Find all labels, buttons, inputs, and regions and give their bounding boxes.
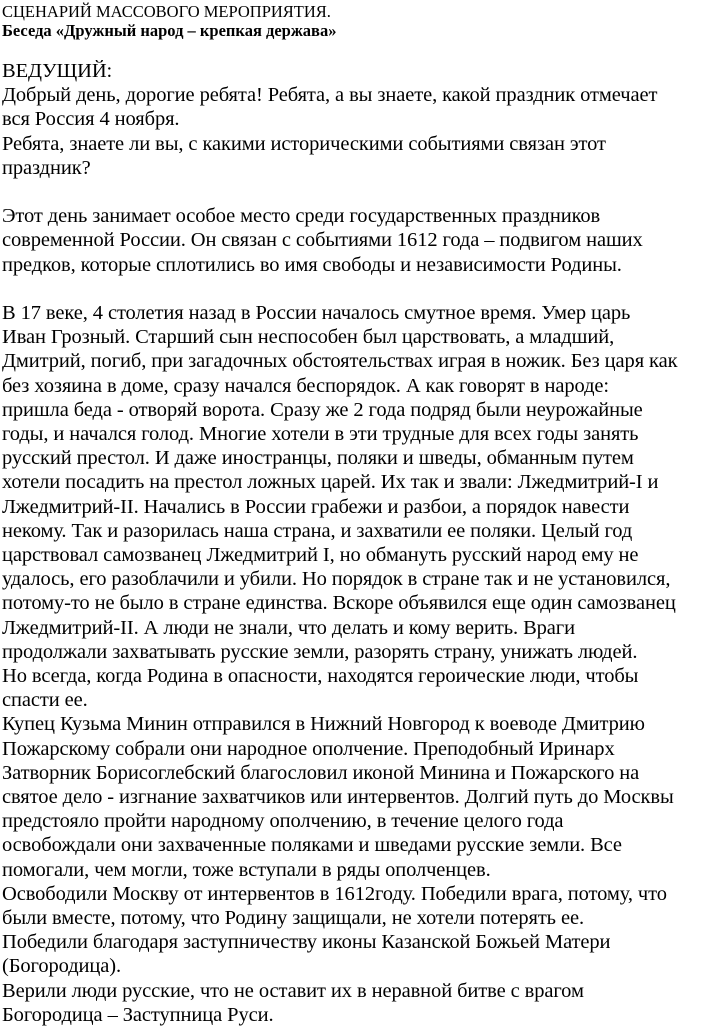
text-line: Иван Грозный. Старший сын неспособен был царствовать, а младший, xyxy=(2,326,615,349)
text-line: современной России. Он связан с событиями 1612 года – подвигом наших xyxy=(2,229,643,252)
text-line: хотели посадить на престол ложных царей. Их так и звали: Лжедмитрий-I и xyxy=(2,471,659,494)
text-line: Верили люди русские, что не оставит их в неравной битве с врагом xyxy=(2,979,584,1002)
text-line: Ребята, знаете ли вы, с какими историческими событиями связан этот xyxy=(2,132,606,155)
text-line: освобождали они захваченные поляками и шведами русские земли. Все xyxy=(2,834,622,857)
paragraph xyxy=(2,301,702,1027)
text-line: Добрый день, дорогие ребята! Ребята, а вы знаете, какой праздник отмечает xyxy=(2,84,658,107)
text-line: потому-то не было в стране единства. Вскоре объявился еще один самозванец xyxy=(2,592,676,615)
text-line: Но всегда, когда Родина в опасности, находятся героические люди, чтобы xyxy=(2,665,639,688)
text-line: русский престол. И даже иностранцы, поляки и шведы, обманным путем xyxy=(2,447,634,470)
text-line: Купец Кузьма Минин отправился в Нижний Новгород к воеводе Дмитрию xyxy=(2,713,645,736)
speaker-label: ВЕДУЩИЙ: xyxy=(2,60,113,82)
text-line: годы, и начался голод. Многие хотели в эти трудные для всех годы занять xyxy=(2,423,639,446)
text-line: Лжедмитрий-II. Начались в России грабежи и разбои, а порядок навести xyxy=(2,495,630,518)
text-line: продолжали захватывать русские земли, разорять страну, унижать людей. xyxy=(2,640,638,663)
text-line: предстояло пройти народному ополчению, в течение целого года xyxy=(2,810,564,833)
text-line: Затворник Борисоглебский благословил иконой Минина и Пожарского на xyxy=(2,761,640,784)
text-line: Победили благодаря заступничеству иконы Казанской Божьей Матери xyxy=(2,931,611,954)
document-body xyxy=(2,83,702,1027)
text-line: Богородица – Заступница Руси. xyxy=(2,1003,274,1026)
document-title: СЦЕНАРИЙ МАССОВОГО МЕРОПРИЯТИЯ. xyxy=(2,2,331,21)
paragraph-gap xyxy=(2,180,702,204)
text-line: без хозяина в доме, сразу начался беспорядок. А как говорят в народе: xyxy=(2,374,609,397)
text-line: были вместе, потому, что Родину защищали, не хотели потерять ее. xyxy=(2,907,584,930)
text-line: праздник? xyxy=(2,156,91,179)
paragraph xyxy=(2,83,702,180)
paragraph-gap xyxy=(2,277,702,301)
text-line: царствовал самозванец Лжедмитрий I, но обмануть русский народ ему не xyxy=(2,544,639,567)
text-line: Лжедмитрий-II. А люди не знали, что делать и кому верить. Враги xyxy=(2,616,575,639)
text-line: (Богородица). xyxy=(2,955,122,978)
text-line: Пожарскому собрали они народное ополчение. Преподобный Иринарх xyxy=(2,737,615,760)
text-line: помогали, чем могли, тоже вступали в ряды ополченцев. xyxy=(2,858,491,881)
text-line: Дмитрий, погиб, при загадочных обстоятельствах играя в ножик. Без царя как xyxy=(2,350,678,373)
text-line: некому. Так и разорилась наша страна, и захватили ее поляки. Целый год xyxy=(2,519,633,542)
text-line: В 17 веке, 4 столетия назад в России началось смутное время. Умер царь xyxy=(2,302,631,324)
paragraph xyxy=(2,204,702,277)
document-subtitle: Беседа «Дружный народ – крепкая держава» xyxy=(2,21,337,40)
text-line: Освободили Москву от интервентов в 1612году. Победили врага, потому, что xyxy=(2,882,667,905)
document-page xyxy=(2,0,702,1027)
text-line: спасти ее. xyxy=(2,689,88,712)
text-line: пришла беда - отворяй ворота. Сразу же 2 года подряд были неурожайные xyxy=(2,398,643,421)
text-line: вся Россия 4 ноября. xyxy=(2,108,180,131)
text-line: удалось, его разоблачили и убили. Но порядок в стране так и не установился, xyxy=(2,568,671,591)
text-line: Этот день занимает особое место среди государственных праздников xyxy=(2,205,601,228)
text-line: святое дело - изгнание захватчиков или интервентов. Долгий путь до Москвы xyxy=(2,786,674,809)
text-line: предков, которые сплотились во имя свободы и независимости Родины. xyxy=(2,253,622,276)
